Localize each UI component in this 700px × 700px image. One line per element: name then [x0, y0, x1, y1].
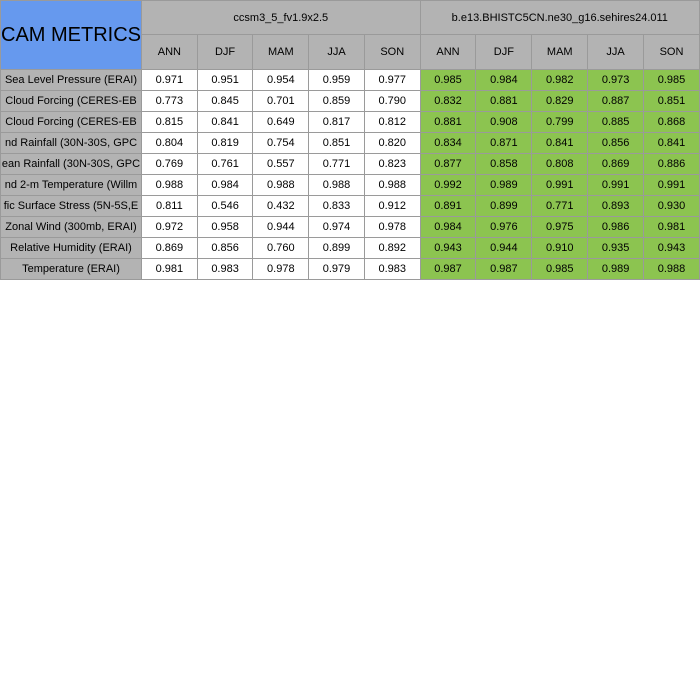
data-cell-base: 0.851 — [309, 133, 365, 154]
data-cell-base: 0.983 — [364, 259, 420, 280]
row-label: nd Rainfall (30N-30S, GPC — [4, 137, 138, 149]
data-cell-test: 0.799 — [532, 112, 588, 133]
table-row — [1, 175, 700, 196]
table-row — [1, 217, 700, 238]
data-cell-base: 0.823 — [364, 154, 420, 175]
data-cell-base: 0.988 — [309, 175, 365, 196]
data-cell-base: 0.988 — [253, 175, 309, 196]
data-cell-test: 0.808 — [532, 154, 588, 175]
data-cell-base: 0.974 — [309, 217, 365, 238]
data-cell-base: 0.859 — [309, 91, 365, 112]
data-cell-test: 0.987 — [420, 259, 476, 280]
season-header-test-jja: JJA — [588, 35, 644, 70]
data-cell-base: 0.978 — [253, 259, 309, 280]
data-cell-test: 0.832 — [420, 91, 476, 112]
data-cell-test: 0.985 — [420, 70, 476, 91]
row-label: Zonal Wind (300mb, ERAI) — [5, 221, 137, 233]
data-cell-test: 0.771 — [532, 196, 588, 217]
data-cell-test: 0.989 — [476, 175, 532, 196]
data-cell-base: 0.817 — [309, 112, 365, 133]
data-cell-base: 0.815 — [142, 112, 198, 133]
data-cell-test: 0.991 — [644, 175, 700, 196]
row-label-cell — [1, 70, 142, 91]
season-header-base-jja: JJA — [309, 35, 365, 70]
data-cell-test: 0.992 — [420, 175, 476, 196]
data-cell-base: 0.959 — [309, 70, 365, 91]
data-cell-test: 0.891 — [420, 196, 476, 217]
data-cell-test: 0.871 — [476, 133, 532, 154]
row-label-cell — [1, 154, 142, 175]
season-header-test-ann: ANN — [420, 35, 476, 70]
data-cell-test: 0.881 — [476, 91, 532, 112]
data-cell-test: 0.944 — [476, 238, 532, 259]
data-cell-test: 0.856 — [588, 133, 644, 154]
data-cell-base: 0.951 — [197, 70, 253, 91]
case-header-row — [1, 1, 700, 35]
data-cell-test: 0.984 — [476, 70, 532, 91]
data-cell-base: 0.988 — [142, 175, 198, 196]
season-header-base-mam: MAM — [253, 35, 309, 70]
table-row — [1, 91, 700, 112]
data-cell-base: 0.983 — [197, 259, 253, 280]
data-cell-test: 0.943 — [420, 238, 476, 259]
data-cell-test: 0.893 — [588, 196, 644, 217]
data-cell-test: 0.989 — [588, 259, 644, 280]
data-cell-base: 0.790 — [364, 91, 420, 112]
data-cell-test: 0.834 — [420, 133, 476, 154]
row-label: Sea Level Pressure (ERAI) — [4, 74, 138, 86]
table-row — [1, 133, 700, 154]
data-cell-test: 0.984 — [420, 217, 476, 238]
data-cell-base: 0.899 — [309, 238, 365, 259]
row-label-cell — [1, 175, 142, 196]
data-cell-base: 0.845 — [197, 91, 253, 112]
data-cell-test: 0.858 — [476, 154, 532, 175]
season-header-test-son: SON — [644, 35, 700, 70]
data-cell-test: 0.877 — [420, 154, 476, 175]
data-cell-base: 0.833 — [309, 196, 365, 217]
row-label-cell — [1, 196, 142, 217]
data-cell-base: 0.761 — [197, 154, 253, 175]
data-cell-test: 0.881 — [420, 112, 476, 133]
data-cell-base: 0.811 — [142, 196, 198, 217]
season-header-test-mam: MAM — [532, 35, 588, 70]
data-cell-test: 0.869 — [588, 154, 644, 175]
row-label-cell — [1, 133, 142, 154]
data-cell-test: 0.986 — [588, 217, 644, 238]
data-cell-base: 0.769 — [142, 154, 198, 175]
table-row — [1, 196, 700, 217]
data-cell-test: 0.930 — [644, 196, 700, 217]
season-header-test-djf: DJF — [476, 35, 532, 70]
data-cell-test: 0.985 — [644, 70, 700, 91]
data-cell-base: 0.432 — [253, 196, 309, 217]
data-cell-test: 0.886 — [644, 154, 700, 175]
data-cell-test: 0.841 — [532, 133, 588, 154]
data-cell-base: 0.977 — [364, 70, 420, 91]
table-row — [1, 238, 700, 259]
data-cell-base: 0.760 — [253, 238, 309, 259]
row-label: fic Surface Stress (5N-5S,E — [3, 200, 139, 212]
data-cell-base: 0.979 — [309, 259, 365, 280]
data-cell-base: 0.892 — [364, 238, 420, 259]
data-cell-test: 0.908 — [476, 112, 532, 133]
data-cell-test: 0.985 — [532, 259, 588, 280]
table-row — [1, 259, 700, 280]
row-label: ean Rainfall (30N-30S, GPC — [1, 158, 141, 170]
table-row — [1, 70, 700, 91]
row-label: Cloud Forcing (CERES-EB — [5, 116, 137, 128]
data-cell-test: 0.935 — [588, 238, 644, 259]
data-cell-base: 0.984 — [197, 175, 253, 196]
season-header-base-son: SON — [364, 35, 420, 70]
data-cell-base: 0.812 — [364, 112, 420, 133]
row-label-cell — [1, 259, 142, 280]
data-cell-test: 0.851 — [644, 91, 700, 112]
data-cell-test: 0.991 — [532, 175, 588, 196]
data-cell-test: 0.868 — [644, 112, 700, 133]
data-cell-base: 0.557 — [253, 154, 309, 175]
row-label: Cloud Forcing (CERES-EB — [5, 95, 137, 107]
data-cell-base: 0.988 — [364, 175, 420, 196]
data-cell-test: 0.899 — [476, 196, 532, 217]
data-cell-base: 0.981 — [142, 259, 198, 280]
data-cell-base: 0.841 — [197, 112, 253, 133]
row-label-cell — [1, 238, 142, 259]
data-cell-base: 0.754 — [253, 133, 309, 154]
case-header-base: ccsm3_5_fv1.9x2.5 — [142, 1, 421, 35]
row-label-cell — [1, 217, 142, 238]
data-cell-base: 0.869 — [142, 238, 198, 259]
data-cell-base: 0.820 — [364, 133, 420, 154]
data-cell-base: 0.944 — [253, 217, 309, 238]
data-cell-test: 0.910 — [532, 238, 588, 259]
data-cell-test: 0.841 — [644, 133, 700, 154]
row-label: Temperature (ERAI) — [22, 263, 120, 275]
data-cell-base: 0.954 — [253, 70, 309, 91]
data-cell-test: 0.829 — [532, 91, 588, 112]
metrics-table — [0, 0, 700, 280]
data-cell-test: 0.973 — [588, 70, 644, 91]
data-cell-base: 0.819 — [197, 133, 253, 154]
data-cell-test: 0.976 — [476, 217, 532, 238]
data-cell-test: 0.887 — [588, 91, 644, 112]
row-label: nd 2-m Temperature (Willm — [4, 179, 138, 191]
data-cell-test: 0.975 — [532, 217, 588, 238]
row-label: Relative Humidity (ERAI) — [10, 242, 132, 254]
data-cell-test: 0.987 — [476, 259, 532, 280]
data-cell-base: 0.701 — [253, 91, 309, 112]
table-row — [1, 112, 700, 133]
table-title: CAM METRICS — [1, 1, 142, 70]
table-body — [1, 70, 700, 280]
data-cell-base: 0.971 — [142, 70, 198, 91]
data-cell-test: 0.982 — [532, 70, 588, 91]
season-header-base-djf: DJF — [197, 35, 253, 70]
data-cell-base: 0.856 — [197, 238, 253, 259]
row-label-cell — [1, 112, 142, 133]
data-cell-base: 0.958 — [197, 217, 253, 238]
row-label-cell — [1, 91, 142, 112]
data-cell-base: 0.546 — [197, 196, 253, 217]
data-cell-base: 0.773 — [142, 91, 198, 112]
data-cell-base: 0.649 — [253, 112, 309, 133]
case-header-test: b.e13.BHISTC5CN.ne30_g16.sehires24.011 — [420, 1, 699, 35]
table-row — [1, 154, 700, 175]
data-cell-base: 0.912 — [364, 196, 420, 217]
season-header-base-ann: ANN — [142, 35, 198, 70]
data-cell-base: 0.771 — [309, 154, 365, 175]
data-cell-test: 0.981 — [644, 217, 700, 238]
data-cell-base: 0.804 — [142, 133, 198, 154]
data-cell-base: 0.978 — [364, 217, 420, 238]
data-cell-base: 0.972 — [142, 217, 198, 238]
data-cell-test: 0.991 — [588, 175, 644, 196]
data-cell-test: 0.988 — [644, 259, 700, 280]
data-cell-test: 0.885 — [588, 112, 644, 133]
data-cell-test: 0.943 — [644, 238, 700, 259]
